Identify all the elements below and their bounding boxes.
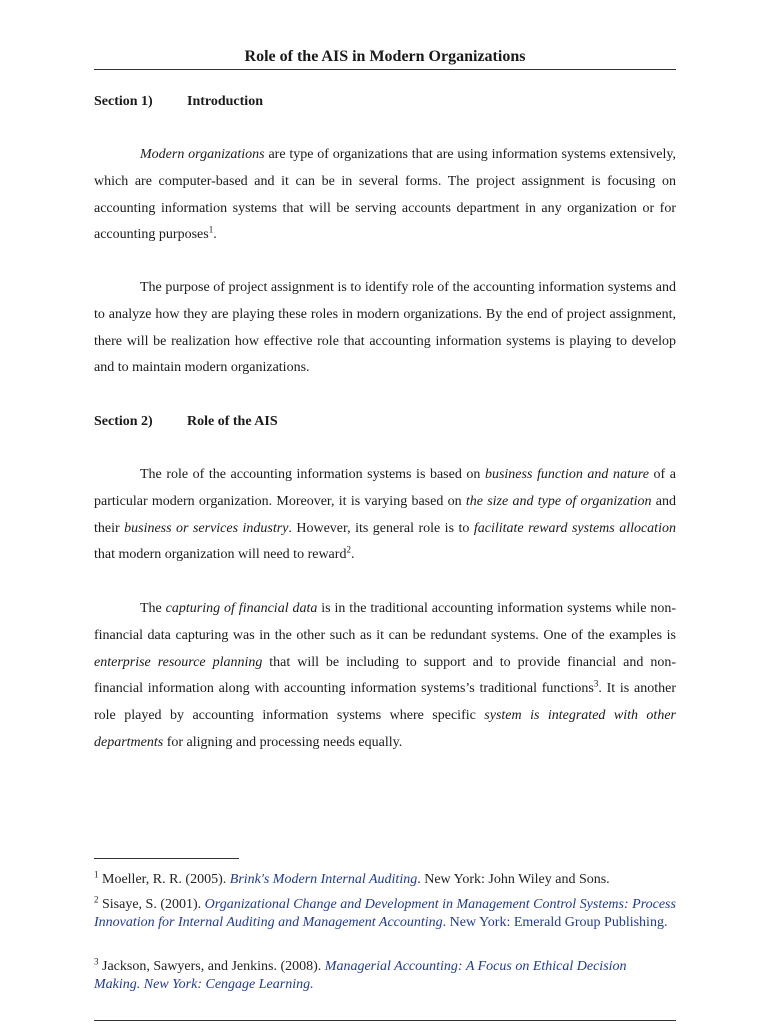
title-underline [94, 69, 676, 70]
paragraph-text: and their [94, 493, 676, 536]
footnote-author: Jackson, Sawyers, and Jenkins. (2008). [102, 959, 325, 974]
paragraph-text: of a particular modern organization. Moreover, it is varying based on [94, 467, 676, 509]
paragraph-text: . It is another role played by accounting information systems where specific [94, 681, 676, 724]
section-2-heading [94, 412, 278, 432]
section-2-paragraph-1 [94, 462, 676, 569]
emphasis: enterprise resource planning [94, 654, 263, 670]
paragraph-text: . However, its general role is to [288, 520, 474, 536]
paragraph-text: that will be including to support and to provide financial and non-financial information along with accounting information systems’s traditional functions [94, 654, 676, 697]
emphasis: business function and nature [484, 467, 649, 482]
section-2-title: Role of the AIS [187, 414, 278, 429]
footnote-work-title[interactable]: Organizational Change and Development in Management Control Systems: Process Innovation for Internal Auditing and Management Accounting [94, 897, 676, 930]
footnote-ref-3[interactable]: 3 [593, 678, 599, 689]
footnote-2 [94, 896, 676, 932]
section-1-paragraph-1 [94, 142, 676, 249]
section-1-heading [94, 92, 263, 112]
paragraph-text: for aligning and processing needs equally. [163, 734, 403, 750]
section-1-number: Section 1) [94, 94, 153, 109]
footnote-ref-2[interactable]: 2 [346, 544, 351, 555]
emphasis: the size and type of organization [465, 493, 652, 509]
footnote-3 [94, 958, 676, 994]
footnote-mark: 3 [94, 956, 99, 967]
paragraph-text: that modern organization will need to reward [94, 547, 347, 563]
footnote-publisher: . New York: Cengage Learning. [136, 977, 314, 992]
section-2-paragraph-2 [94, 596, 676, 757]
emphasis: Modern organizations [140, 147, 265, 162]
section-2-number: Section 2) [94, 414, 153, 429]
emphasis: business or services industry [124, 520, 289, 536]
paragraph-text: The role of the accounting information systems is based on [140, 467, 485, 482]
paragraph-text: . [350, 547, 355, 563]
footnote-1 [94, 871, 676, 889]
footnote-work-title[interactable]: Managerial Accounting: A Focus on Ethical Decision Making [94, 959, 627, 992]
emphasis: system is integrated with other departments [94, 708, 676, 750]
paragraph-text: is in the traditional accounting information systems while non-financial data capturing was in the other such as it can be redundant systems. One of the examples is [94, 601, 676, 643]
paragraph-text: . [213, 227, 217, 243]
emphasis: capturing of financial data [165, 601, 318, 616]
footnote-work-title[interactable]: Brink's Modern Internal Auditing [229, 872, 418, 887]
footnote-ref-1[interactable]: 1 [208, 224, 214, 235]
paragraph-text: The [140, 601, 166, 616]
paragraph-text: are type of organizations that are using information systems extensively, which are computer-based and it can be in several forms. The project assignment is focusing on accounting information systems that will be serving accounts department in any organization or for accounting purposes [94, 147, 676, 243]
footnote-author: Moeller, R. R. (2005). [102, 872, 230, 887]
section-1-title: Introduction [187, 94, 263, 109]
section-1-paragraph-2 [94, 275, 676, 382]
footnote-author: Sisaye, S. (2001). [102, 897, 205, 912]
footnote-mark: 1 [94, 869, 99, 880]
footnote-publisher: . New York: John Wiley and Sons. [417, 872, 610, 887]
paragraph-text: The purpose of project assignment is to identify role of the accounting information systems and to analyze how they are playing these roles in modern organizations. By the end of project assignment, there will be realization how effective role that accounting information systems is playing to develop and to maintain modern organizations. [94, 280, 676, 376]
page-bottom-rule [94, 1020, 676, 1021]
footnote-publisher: . New York: Emerald Group Publishing. [442, 915, 668, 930]
emphasis: facilitate reward systems allocation [473, 520, 676, 536]
footnote-mark: 2 [94, 894, 99, 905]
document-title: Role of the AIS in Modern Organizations [244, 48, 526, 65]
footnote-separator [94, 858, 239, 859]
